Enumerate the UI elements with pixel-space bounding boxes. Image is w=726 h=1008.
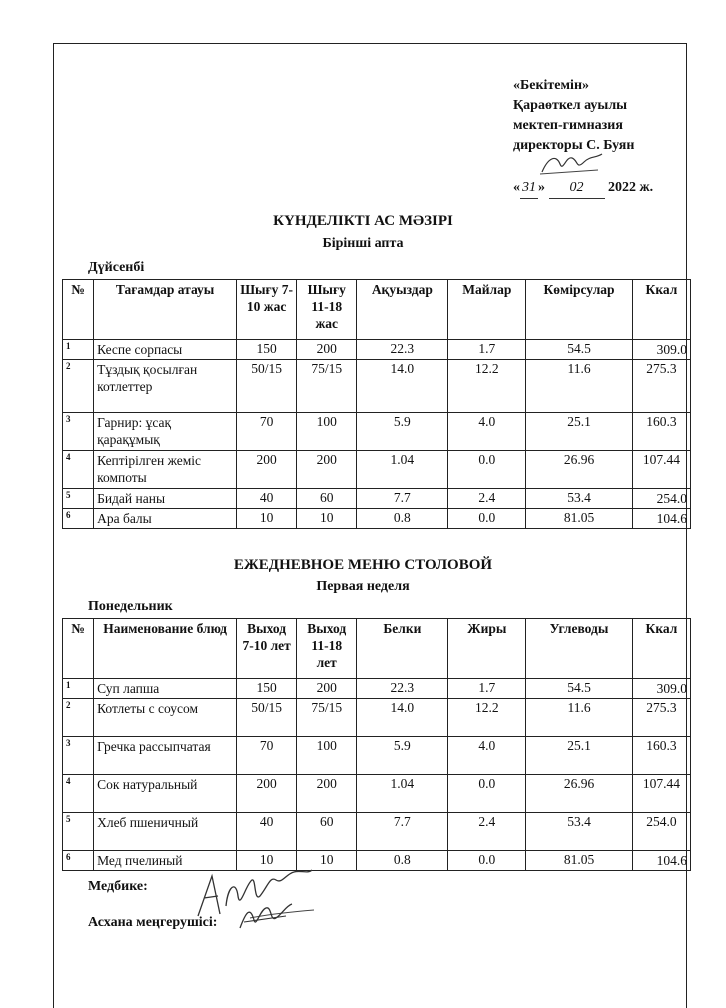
row-name: Бидай наны — [94, 489, 237, 509]
row-carbs: 26.96 — [526, 451, 633, 489]
kz-header-fat: Майлар — [448, 280, 526, 340]
row-kcal: 104.6 — [632, 851, 690, 871]
row-num: 4 — [63, 451, 94, 489]
row-protein: 5.9 — [357, 737, 448, 775]
nurse-label: Медбике: — [88, 879, 148, 894]
kz-header-out2: Шығу 11-18 жас — [297, 280, 357, 340]
row-carbs: 11.6 — [526, 699, 633, 737]
row-name: Гречка рассыпчатая — [94, 737, 237, 775]
table-row — [63, 509, 691, 529]
ru-header-kcal: Ккал — [632, 619, 690, 679]
row-carbs: 54.5 — [526, 340, 633, 360]
kz-day: Дүйсенбі — [88, 260, 145, 275]
row-out2: 10 — [297, 509, 357, 529]
table-row — [63, 360, 691, 413]
approval-line-2: Қараөткел ауылы — [513, 98, 628, 113]
row-kcal: 104.6 — [632, 509, 690, 529]
row-protein: 14.0 — [357, 699, 448, 737]
ru-header-fat: Жиры — [448, 619, 526, 679]
kz-subtitle: Бірінші апта — [322, 236, 404, 251]
row-num: 5 — [63, 813, 94, 851]
row-num: 1 — [63, 679, 94, 699]
row-fat: 0.0 — [448, 451, 526, 489]
approval-date-day: 31 — [520, 178, 538, 199]
row-kcal: 309.0 — [632, 340, 690, 360]
table-row — [63, 851, 691, 871]
ru-header-name: Наименование блюд — [94, 619, 237, 679]
row-num: 2 — [63, 360, 94, 413]
row-out1: 150 — [237, 340, 297, 360]
kz-header-num: № — [63, 280, 94, 340]
row-fat: 4.0 — [448, 413, 526, 451]
row-out1: 70 — [237, 737, 297, 775]
row-out1: 10 — [237, 509, 297, 529]
row-kcal: 254.0 — [632, 489, 690, 509]
kz-menu-table — [62, 279, 691, 529]
row-fat: 0.0 — [448, 775, 526, 813]
row-out1: 10 — [237, 851, 297, 871]
row-name: Сок натуральный — [94, 775, 237, 813]
row-fat: 0.0 — [448, 509, 526, 529]
table-row — [63, 775, 691, 813]
row-protein: 7.7 — [357, 813, 448, 851]
row-out1: 40 — [237, 813, 297, 851]
ru-header-num: № — [63, 619, 94, 679]
ru-header-carbs: Углеводы — [526, 619, 633, 679]
table-row — [63, 451, 691, 489]
row-fat: 12.2 — [448, 360, 526, 413]
kitchen-head-signature — [236, 898, 296, 934]
row-num: 2 — [63, 699, 94, 737]
row-kcal: 254.0 — [632, 813, 690, 851]
table-row — [63, 413, 691, 451]
ru-header-out1: Выход 7-10 лет — [237, 619, 297, 679]
row-name: Котлеты с соусом — [94, 699, 237, 737]
row-fat: 1.7 — [448, 679, 526, 699]
row-name: Гарнир: ұсақ қарақұмық — [94, 413, 237, 451]
row-name: Кептірілген жеміс компоты — [94, 451, 237, 489]
row-name: Тұздық қосылған котлеттер — [94, 360, 237, 413]
row-fat: 4.0 — [448, 737, 526, 775]
row-fat: 0.0 — [448, 851, 526, 871]
kz-header-out1: Шығу 7-10 жас — [237, 280, 297, 340]
row-out2: 200 — [297, 775, 357, 813]
approval-block — [513, 76, 653, 199]
row-protein: 7.7 — [357, 489, 448, 509]
row-protein: 14.0 — [357, 360, 448, 413]
kz-header-carbs: Көмірсулар — [526, 280, 633, 340]
ru-subtitle: Первая неделя — [316, 579, 410, 594]
row-carbs: 25.1 — [526, 413, 633, 451]
row-num: 6 — [63, 509, 94, 529]
ru-header-row — [63, 619, 691, 679]
ru-title: ЕЖЕДНЕВНОЕ МЕНЮ СТОЛОВОЙ — [233, 557, 493, 573]
row-carbs: 81.05 — [526, 509, 633, 529]
kz-header-kcal: Ккал — [632, 280, 690, 340]
row-carbs: 53.4 — [526, 489, 633, 509]
approval-date-year: 2022 ж. — [608, 180, 654, 195]
row-out1: 40 — [237, 489, 297, 509]
table-row — [63, 489, 691, 509]
row-protein: 0.8 — [357, 851, 448, 871]
kz-header-protein: Ақуыздар — [357, 280, 448, 340]
row-name: Мед пчелиный — [94, 851, 237, 871]
row-fat: 2.4 — [448, 813, 526, 851]
ru-header-protein: Белки — [357, 619, 448, 679]
row-out2: 100 — [297, 413, 357, 451]
row-out2: 10 — [297, 851, 357, 871]
ru-menu-table — [62, 618, 691, 871]
row-out2: 60 — [297, 489, 357, 509]
approval-date: « 31 » 02 2022 ж. — [513, 178, 653, 199]
row-kcal: 107.44 — [632, 451, 690, 489]
row-out1: 50/15 — [237, 360, 297, 413]
row-carbs: 25.1 — [526, 737, 633, 775]
row-out2: 100 — [297, 737, 357, 775]
row-kcal: 275.3 — [632, 699, 690, 737]
row-out2: 60 — [297, 813, 357, 851]
row-num: 1 — [63, 340, 94, 360]
row-out1: 150 — [237, 679, 297, 699]
row-out2: 200 — [297, 340, 357, 360]
row-out2: 75/15 — [297, 360, 357, 413]
approval-line-3: мектеп-гимназия — [513, 118, 623, 133]
table-row — [63, 340, 691, 360]
row-num: 3 — [63, 737, 94, 775]
row-protein: 22.3 — [357, 340, 448, 360]
kz-title: КҮНДЕЛІКТІ АС МӘЗІРІ — [273, 213, 453, 229]
row-kcal: 275.3 — [632, 360, 690, 413]
row-num: 5 — [63, 489, 94, 509]
row-kcal: 160.3 — [632, 413, 690, 451]
row-protein: 0.8 — [357, 509, 448, 529]
row-kcal: 309.0 — [632, 679, 690, 699]
table-row — [63, 699, 691, 737]
row-protein: 22.3 — [357, 679, 448, 699]
approval-date-month: 02 — [549, 178, 605, 199]
row-carbs: 53.4 — [526, 813, 633, 851]
row-out2: 75/15 — [297, 699, 357, 737]
row-out1: 200 — [237, 775, 297, 813]
ru-header-out2: Выход 11-18 лет — [297, 619, 357, 679]
row-out1: 50/15 — [237, 699, 297, 737]
row-carbs: 26.96 — [526, 775, 633, 813]
row-out2: 200 — [297, 451, 357, 489]
row-out1: 70 — [237, 413, 297, 451]
row-kcal: 107.44 — [632, 775, 690, 813]
approval-line-4: директоры С. Буян — [513, 138, 635, 153]
row-protein: 1.04 — [357, 451, 448, 489]
table-row — [63, 813, 691, 851]
row-name: Хлеб пшеничный — [94, 813, 237, 851]
row-carbs: 81.05 — [526, 851, 633, 871]
kz-header-row — [63, 280, 691, 340]
row-fat: 1.7 — [448, 340, 526, 360]
row-name: Кеспе сорпасы — [94, 340, 237, 360]
row-out2: 200 — [297, 679, 357, 699]
approval-line-1: «Бекітемін» — [513, 78, 590, 93]
row-name: Суп лапша — [94, 679, 237, 699]
row-kcal: 160.3 — [632, 737, 690, 775]
ru-day: Понедельник — [88, 599, 173, 614]
row-carbs: 11.6 — [526, 360, 633, 413]
row-num: 4 — [63, 775, 94, 813]
kz-header-name: Тағамдар атауы — [94, 280, 237, 340]
director-signature — [538, 148, 608, 178]
row-out1: 200 — [237, 451, 297, 489]
row-protein: 5.9 — [357, 413, 448, 451]
kitchen-head-label: Асхана меңгерушісі: — [88, 915, 218, 930]
row-carbs: 54.5 — [526, 679, 633, 699]
table-row — [63, 737, 691, 775]
row-num: 3 — [63, 413, 94, 451]
row-protein: 1.04 — [357, 775, 448, 813]
row-fat: 12.2 — [448, 699, 526, 737]
row-name: Ара балы — [94, 509, 237, 529]
table-row — [63, 679, 691, 699]
row-fat: 2.4 — [448, 489, 526, 509]
row-num: 6 — [63, 851, 94, 871]
